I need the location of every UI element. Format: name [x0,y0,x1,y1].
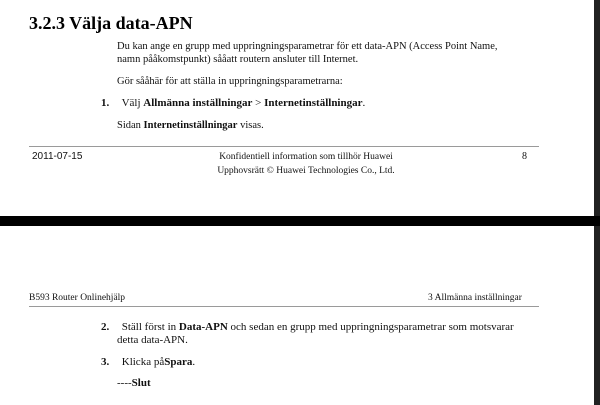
result-text-post: visas. [237,120,264,131]
step-2 [101,321,514,334]
end-marker [117,377,151,390]
page-header-chapter: 3 Allmänna inställningar [428,293,522,303]
step-2-number: 2. [101,321,110,333]
step-1-bold-1: Allmänna inställningar [143,97,253,109]
page-header-title: B593 Router Onlinehjälp [29,293,126,303]
footer-divider [29,146,539,147]
result-text-bold: Internetinställningar [143,120,238,131]
step-1-text-mid: > [252,97,265,109]
footer-page-number: 8 [522,151,527,162]
section-heading: 3.2.3 Välja data-APN [29,13,193,33]
step-1 [101,97,365,110]
step-1-text-post: . [362,97,366,109]
page-edge-right-top [594,0,600,216]
intro-paragraph-line-2: namn pååkomstpunkt) sååatt routern ansluter till Internet. [117,54,359,65]
page-edge-right-bottom [594,226,600,405]
step-2-line-2: detta data-APN. [117,334,188,346]
step-1-number: 1. [101,97,110,109]
end-marker-text: Slut [131,377,151,389]
step-2-text-pre: Ställ först in [121,321,179,333]
step-1-text-pre: Välj [121,97,144,109]
page-separator [0,216,600,226]
result-text [117,119,264,132]
step-3 [101,356,195,369]
step-3-text-post: . [192,356,196,368]
footer-confidential [200,150,412,178]
step-3-bold: Spara [164,356,193,368]
footer-line-1: Konfidentiell information som tillhör Huawei [219,152,393,162]
step-1-bold-2: Internetinställningar [264,97,363,109]
instruction-text: Gör sååhär för att ställa in uppringningsparametrarna: [117,76,343,87]
step-2-bold: Data-APN [178,321,228,333]
step-3-text-pre: Klicka på [121,356,165,368]
footer-date: 2011-07-15 [32,151,83,162]
header-divider [29,306,539,307]
intro-paragraph-line-1: Du kan ange en grupp med uppringningsparametrar för ett data-APN (Access Point Name, [117,41,498,52]
step-3-number: 3. [101,356,110,368]
footer-line-2: Upphovsrätt © Huawei Technologies Co., Ltd. [217,166,395,176]
result-text-pre: Sidan [117,120,144,131]
step-2-text-post: och sedan en grupp med uppringningsparametrar som motsvarar [227,321,514,333]
end-marker-dashes: ---- [117,377,132,389]
